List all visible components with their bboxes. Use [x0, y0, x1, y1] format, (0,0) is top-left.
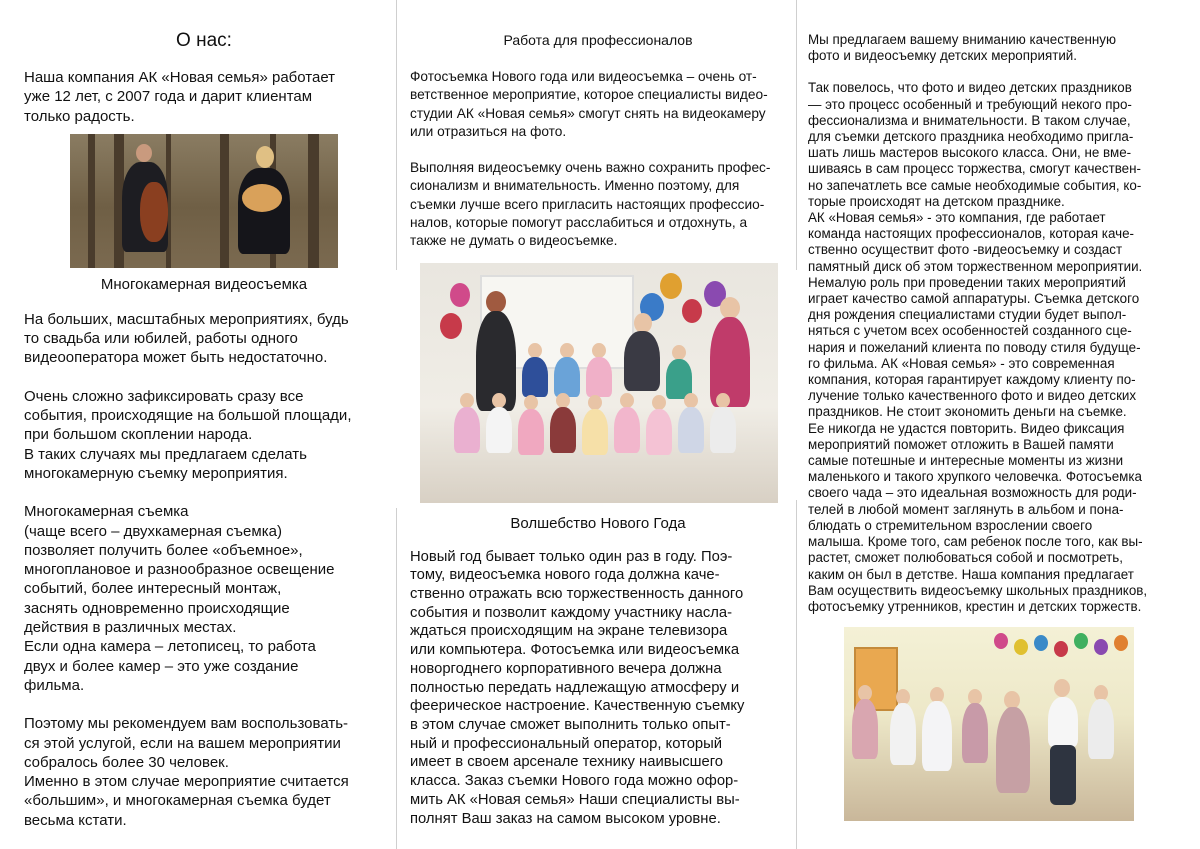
column-about [24, 30, 384, 830]
column-children-events [808, 32, 1192, 821]
professionals-heading: Работа для профессионалов [503, 32, 693, 48]
multicamera-paragraph: Поэтому мы рекомендуем вам воспользовать- ся этой услугой, если на вашем мероприятии собралось более 30 человек. Именно в этом случае мероприятие считается «большим», и многокамерная съемка будет весьма кстати. [24, 715, 349, 829]
multicamera-paragraph: Многокамерная съемка (чаще всего – двухкамерная съемка) позволяет получить более «объемное», многоплановое и разнообразное освещение событий, более интересный монтаж, заснять одновременно происходящие действия в различных местах. Если одна камера – летописец, то работа двух и более камер – это уже создание фильма. [24, 503, 335, 694]
group-photo [420, 263, 778, 503]
column-divider [796, 0, 797, 270]
about-heading: О нас: [176, 30, 232, 51]
dancing-kids-photo [844, 627, 1134, 821]
column-professionals [410, 32, 786, 828]
column-divider [396, 0, 397, 270]
professionals-paragraph: Фотосъемка Нового года или видеосъемка – очень от- ветственное мероприятие, которое специалисты видео- студии АК «Новая семья» смогут снять на видеокамеру или отразиться на фото. [410, 69, 768, 139]
column-divider [796, 500, 797, 849]
multicamera-paragraph: На больших, масштабных мероприятиях, будь то свадьба или юбилей, работы одного видеооператора может быть недостаточно. [24, 310, 349, 367]
musicians-photo [70, 134, 338, 268]
new-year-caption: Волшебство Нового Года [510, 514, 686, 532]
new-year-paragraph: Новый год бывает только один раз в году. Поэ- тому, видеосъемка нового года должна каче- ственно отражать всю торжественность данного события и позволит каждому участнику наслa- ждаться происходящим на экране телевизора или компьютера. Фотосъемка или видеосъемка новоргоднего корпоративного вечера должна полностью передать надлежащую атмосферу и феерическое настроение. Качественную съемку в этом случае сможет выполнить только опыт- ный и профессиональный оператор, который имеет в своем арсенале технику наивысшего класса. Заказ съемки Нового года можно офор- мить АК «Новая семья» Наши специалисты вы- полнят Ваш заказ на самом высоком уровне. [410, 548, 745, 827]
multicamera-caption: Многокамерная видеосъемка [100, 275, 308, 293]
children-intro-paragraph: Мы предлагаем вашему вниманию качественную фото и видеосъемку детских мероприятий. [808, 32, 1116, 64]
children-paragraph: Так повелось, что фото и видео детских праздников — это процесс особенный и требующий некого про- фессионализма и внимательности. В таком случае, для съемки детского праздника необходимо пригла- шать лишь мастеров высокого класса. Они, не вме- шиваясь в сам процесс торжества, смогут качествен- но запечатлеть все самые необходимые события, ко- торые происходят на детском празднике. АК «Новая семья» - это компания, где работает команда настоящих профессионалов, которая каче- ственно осуществит фото -видеосъемку и создаст памятный диск об этом торжественном мероприятии. Немалую роль при проведении таких мероприятий играет качество самой аппаратуры. Съемка детского дня рождения специалистами студии будет выпол- няться с учетом всех особенностей созданного сце- нария и пожеланий клиента по поводу стиля будуще- го фильма. АК «Новая семья» - это современная компания, которая гарантирует каждому клиенту по- лучение только качественного фото и видео детских праздников. Не стоит экономить деньги на съемке. Ее никогда не удастся повторить. Видео фиксация мероприятий поможет отложить в Вашей памяти самые потешные и интересные моменты из жизни маленького и такого хрупкого человечка. Фотосъемка своего чада – это идеальная возможность для роди- телей в любой момент заглянуть в альбом и пона- блюдать о стремительном взрослении своего малыша. Кроме того, сам ребенок после того, как вы- растет, сможет полюбоваться собой и посмотреть, каким он был в детстве. Наша компания предлагает Вам осуществить видеосъемку школьных праздников, фотосъемку утренников, крестин и детских торжеств. [808, 80, 1148, 614]
about-paragraph: Наша компания АК «Новая семья» работает уже 12 лет, с 2007 года и дарит клиентам только радость. [24, 69, 336, 125]
multicamera-paragraph: Очень сложно зафиксировать сразу все события, происходящие на большой площади, при большом скоплении народа. В таких случаях мы предлагаем сделать многокамерную съемку мероприятия. [24, 387, 352, 482]
column-divider [396, 508, 397, 849]
professionals-paragraph: Выполняя видеосъемку очень важно сохранить профес- сионализм и внимательность. Именно поэтому, для съемки лучше всего пригласить настоящих профессио- налов, которые помогут расслабиться и отдохнуть, а также не думать о видеосъемке. [410, 160, 771, 249]
